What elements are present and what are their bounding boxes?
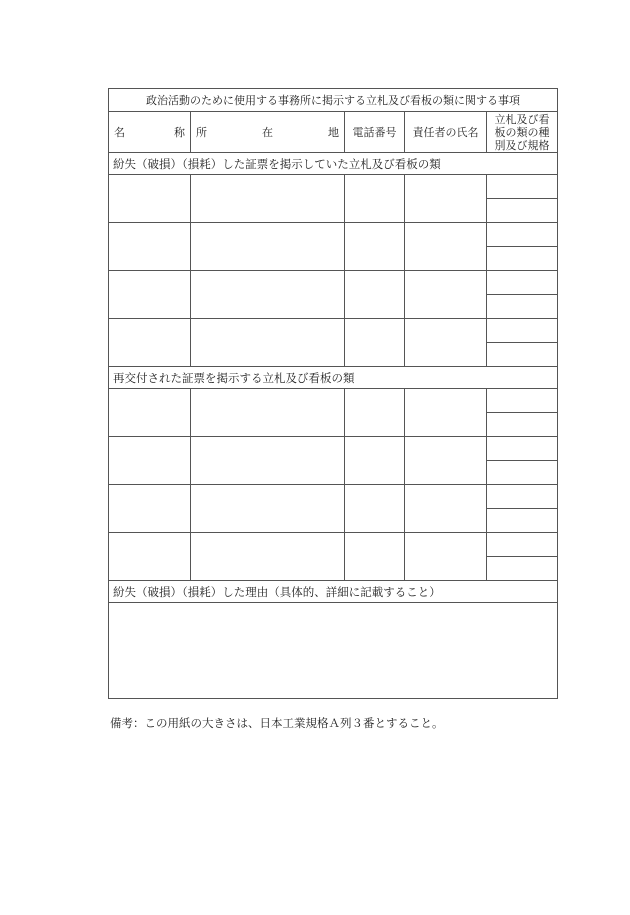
lost-entry-row [109, 223, 558, 247]
reason-input-area[interactable] [109, 603, 558, 699]
reissued-name-cell[interactable] [109, 437, 191, 485]
form-title: 政治活動のために使用する事務所に掲示する立札及び看板の類に関する事項 [109, 89, 558, 112]
reissued-entry-row [109, 437, 558, 461]
lost-name-cell[interactable] [109, 223, 191, 271]
reissued-spec-cell[interactable] [487, 509, 558, 533]
lost-phone-cell[interactable] [345, 223, 405, 271]
section-reason-heading: 紛失（破損）（損耗）した理由（具体的、詳細に記載すること） [109, 581, 558, 603]
lost-spec-cell[interactable] [487, 343, 558, 367]
lost-spec-cell[interactable] [487, 319, 558, 343]
lost-phone-cell[interactable] [345, 319, 405, 367]
lost-address-cell[interactable] [191, 319, 345, 367]
reissued-responsible-cell[interactable] [405, 533, 487, 581]
reissued-entry-row [109, 485, 558, 509]
section-lost-heading: 紛失（破損）（損耗）した証票を掲示していた立札及び看板の類 [109, 153, 558, 175]
reissued-spec-cell[interactable] [487, 533, 558, 557]
lost-responsible-cell[interactable] [405, 271, 487, 319]
column-phone: 電話番号 [345, 112, 405, 153]
reissued-entry-row [109, 533, 558, 557]
column-responsible: 責任者の氏名 [405, 112, 487, 153]
lost-spec-cell[interactable] [487, 271, 558, 295]
reissued-phone-cell[interactable] [345, 437, 405, 485]
reissued-phone-cell[interactable] [345, 485, 405, 533]
lost-spec-cell[interactable] [487, 199, 558, 223]
reissued-entry-row [109, 389, 558, 413]
reissued-name-cell[interactable] [109, 389, 191, 437]
reissued-responsible-cell[interactable] [405, 485, 487, 533]
reissued-responsible-cell[interactable] [405, 437, 487, 485]
reissued-address-cell[interactable] [191, 437, 345, 485]
reissued-responsible-cell[interactable] [405, 389, 487, 437]
lost-spec-cell[interactable] [487, 295, 558, 319]
lost-entry-row [109, 175, 558, 199]
lost-name-cell[interactable] [109, 319, 191, 367]
reissued-spec-cell[interactable] [487, 557, 558, 581]
reissued-name-cell[interactable] [109, 533, 191, 581]
section-reissued-heading: 再交付された証票を掲示する立札及び看板の類 [109, 367, 558, 389]
lost-phone-cell[interactable] [345, 175, 405, 223]
lost-name-cell[interactable] [109, 175, 191, 223]
reissued-spec-cell[interactable] [487, 437, 558, 461]
reissued-spec-cell[interactable] [487, 461, 558, 485]
lost-responsible-cell[interactable] [405, 223, 487, 271]
lost-phone-cell[interactable] [345, 271, 405, 319]
column-name: 名 称 [109, 112, 191, 153]
reissued-phone-cell[interactable] [345, 533, 405, 581]
footnote: 備考：この用紙の大きさは、日本工業規格Ａ列３番とすること。 [110, 716, 444, 730]
lost-entry-row [109, 271, 558, 295]
form-table [108, 88, 558, 699]
reissued-name-cell[interactable] [109, 485, 191, 533]
reissued-spec-cell[interactable] [487, 389, 558, 413]
reissued-address-cell[interactable] [191, 485, 345, 533]
reissued-spec-cell[interactable] [487, 485, 558, 509]
lost-address-cell[interactable] [191, 175, 345, 223]
reissued-address-cell[interactable] [191, 389, 345, 437]
lost-spec-cell[interactable] [487, 247, 558, 271]
column-header-row [109, 112, 558, 153]
lost-address-cell[interactable] [191, 223, 345, 271]
lost-address-cell[interactable] [191, 271, 345, 319]
reissued-spec-cell[interactable] [487, 413, 558, 437]
lost-spec-cell[interactable] [487, 223, 558, 247]
lost-name-cell[interactable] [109, 271, 191, 319]
reissued-address-cell[interactable] [191, 533, 345, 581]
lost-responsible-cell[interactable] [405, 175, 487, 223]
lost-spec-cell[interactable] [487, 175, 558, 199]
lost-responsible-cell[interactable] [405, 319, 487, 367]
reissued-phone-cell[interactable] [345, 389, 405, 437]
column-address: 所 在 地 [191, 112, 345, 153]
column-spec: 立札及び看 板の類の種 別及び規格 [487, 112, 558, 153]
lost-entry-row [109, 319, 558, 343]
